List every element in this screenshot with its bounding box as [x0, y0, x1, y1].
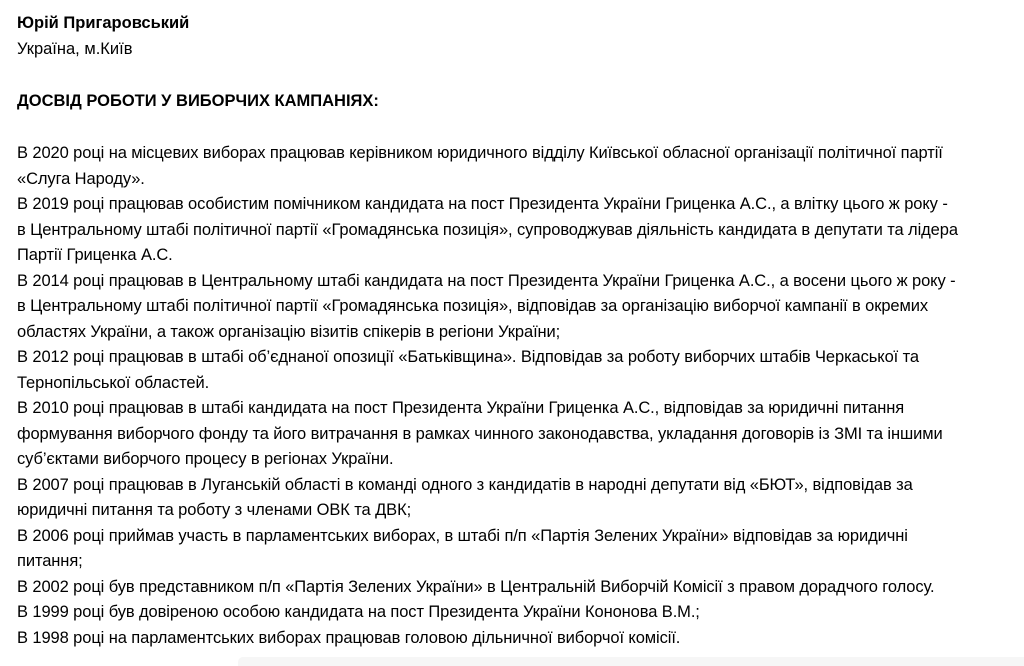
text-line: в Центральному штабі політичної партії «Громадянська позиція», відповідав за організацію виборчої кампанії в окремих: [17, 297, 929, 315]
text-line: В 2002 році був представником п/п «Партія Зелених України» в Центральній Виборчій Комісії з правом дорадчого голосу.: [17, 577, 935, 596]
experience-entry-2002: [17, 575, 1010, 601]
bottom-edge-artifact: [238, 657, 1024, 666]
text-line: В 2020 році на місцевих виборах працював керівником юридичного відділу Київської обласної організації політичної партії: [17, 144, 943, 162]
text-line: юридичні питання та роботу з членами ОВК та ДВК;: [17, 501, 412, 519]
text-line: Тернопільської областей.: [17, 373, 210, 392]
experience-entry-2010: [17, 396, 1010, 473]
text-line: Партії Гриценка А.С.: [17, 246, 173, 264]
experience-entry-1999: [17, 600, 1010, 626]
experience-list: [17, 141, 1010, 651]
text-line: областях України, а також організацію візитів спікерів в регіони України;: [17, 322, 561, 341]
experience-entry-1998: [17, 626, 1010, 652]
experience-entry-2020: [17, 141, 1010, 192]
text-line: В 1998 році на парламентських виборах працював головою дільничної виборчої комісії.: [17, 628, 681, 647]
text-line: В 2019 році працював особистим помічником кандидата на пост Президента України Гриценка А.С., а влітку цього ж року -: [17, 195, 948, 213]
experience-entry-2014: [17, 269, 1010, 346]
text-line: В 2007 році працював в Луганській області в команді одного з кандидатів в народні депутати від «БЮТ», відповідав за: [17, 475, 913, 494]
experience-entry-2007: [17, 473, 1010, 524]
section-title: ДОСВІД РОБОТИ У ВИБОРЧИХ КАМПАНІЯХ:: [17, 92, 379, 110]
text-line: суб’єктами виборчого процесу в регіонах України.: [17, 450, 394, 468]
author-name: Юрій Пригаровський: [17, 14, 190, 32]
author-location: Україна, м.Київ: [17, 40, 133, 58]
text-line: питання;: [17, 552, 83, 570]
text-line: В 1999 році був довіреною особою кандидата на пост Президента України Кононова В.М.;: [17, 603, 700, 621]
experience-entry-2012: [17, 345, 1010, 396]
text-line: формування виборчого фонду та його витрачання в рамках чинного законодавства, укладання договорів із ЗМІ та іншими: [17, 424, 943, 443]
text-line: в Центральному штабі політичної партії «Громадянська позиція», супроводжував діяльність кандидата в депутати та лідера: [17, 220, 958, 239]
text-line: В 2010 році працював в штабі кандидата на пост Президента України Гриценка А.С., відповідав за юридичні питання: [17, 399, 905, 417]
text-line: В 2006 році приймав участь в парламентських виборах, в штабі п/п «Партія Зелених України» відповідав за юридичні: [17, 526, 908, 545]
experience-entry-2006: [17, 524, 1010, 575]
text-line: В 2014 році працював в Центральному штабі кандидата на пост Президента України Гриценка А.С., а восени цього ж року -: [17, 271, 956, 290]
text-line: В 2012 році працював в штабі об’єднаної опозиції «Батьківщина». Відповідав за роботу виборчих штабів Черкаської та: [17, 348, 919, 366]
experience-entry-2019: [17, 192, 1010, 269]
text-line: «Слуга Народу».: [17, 169, 145, 188]
